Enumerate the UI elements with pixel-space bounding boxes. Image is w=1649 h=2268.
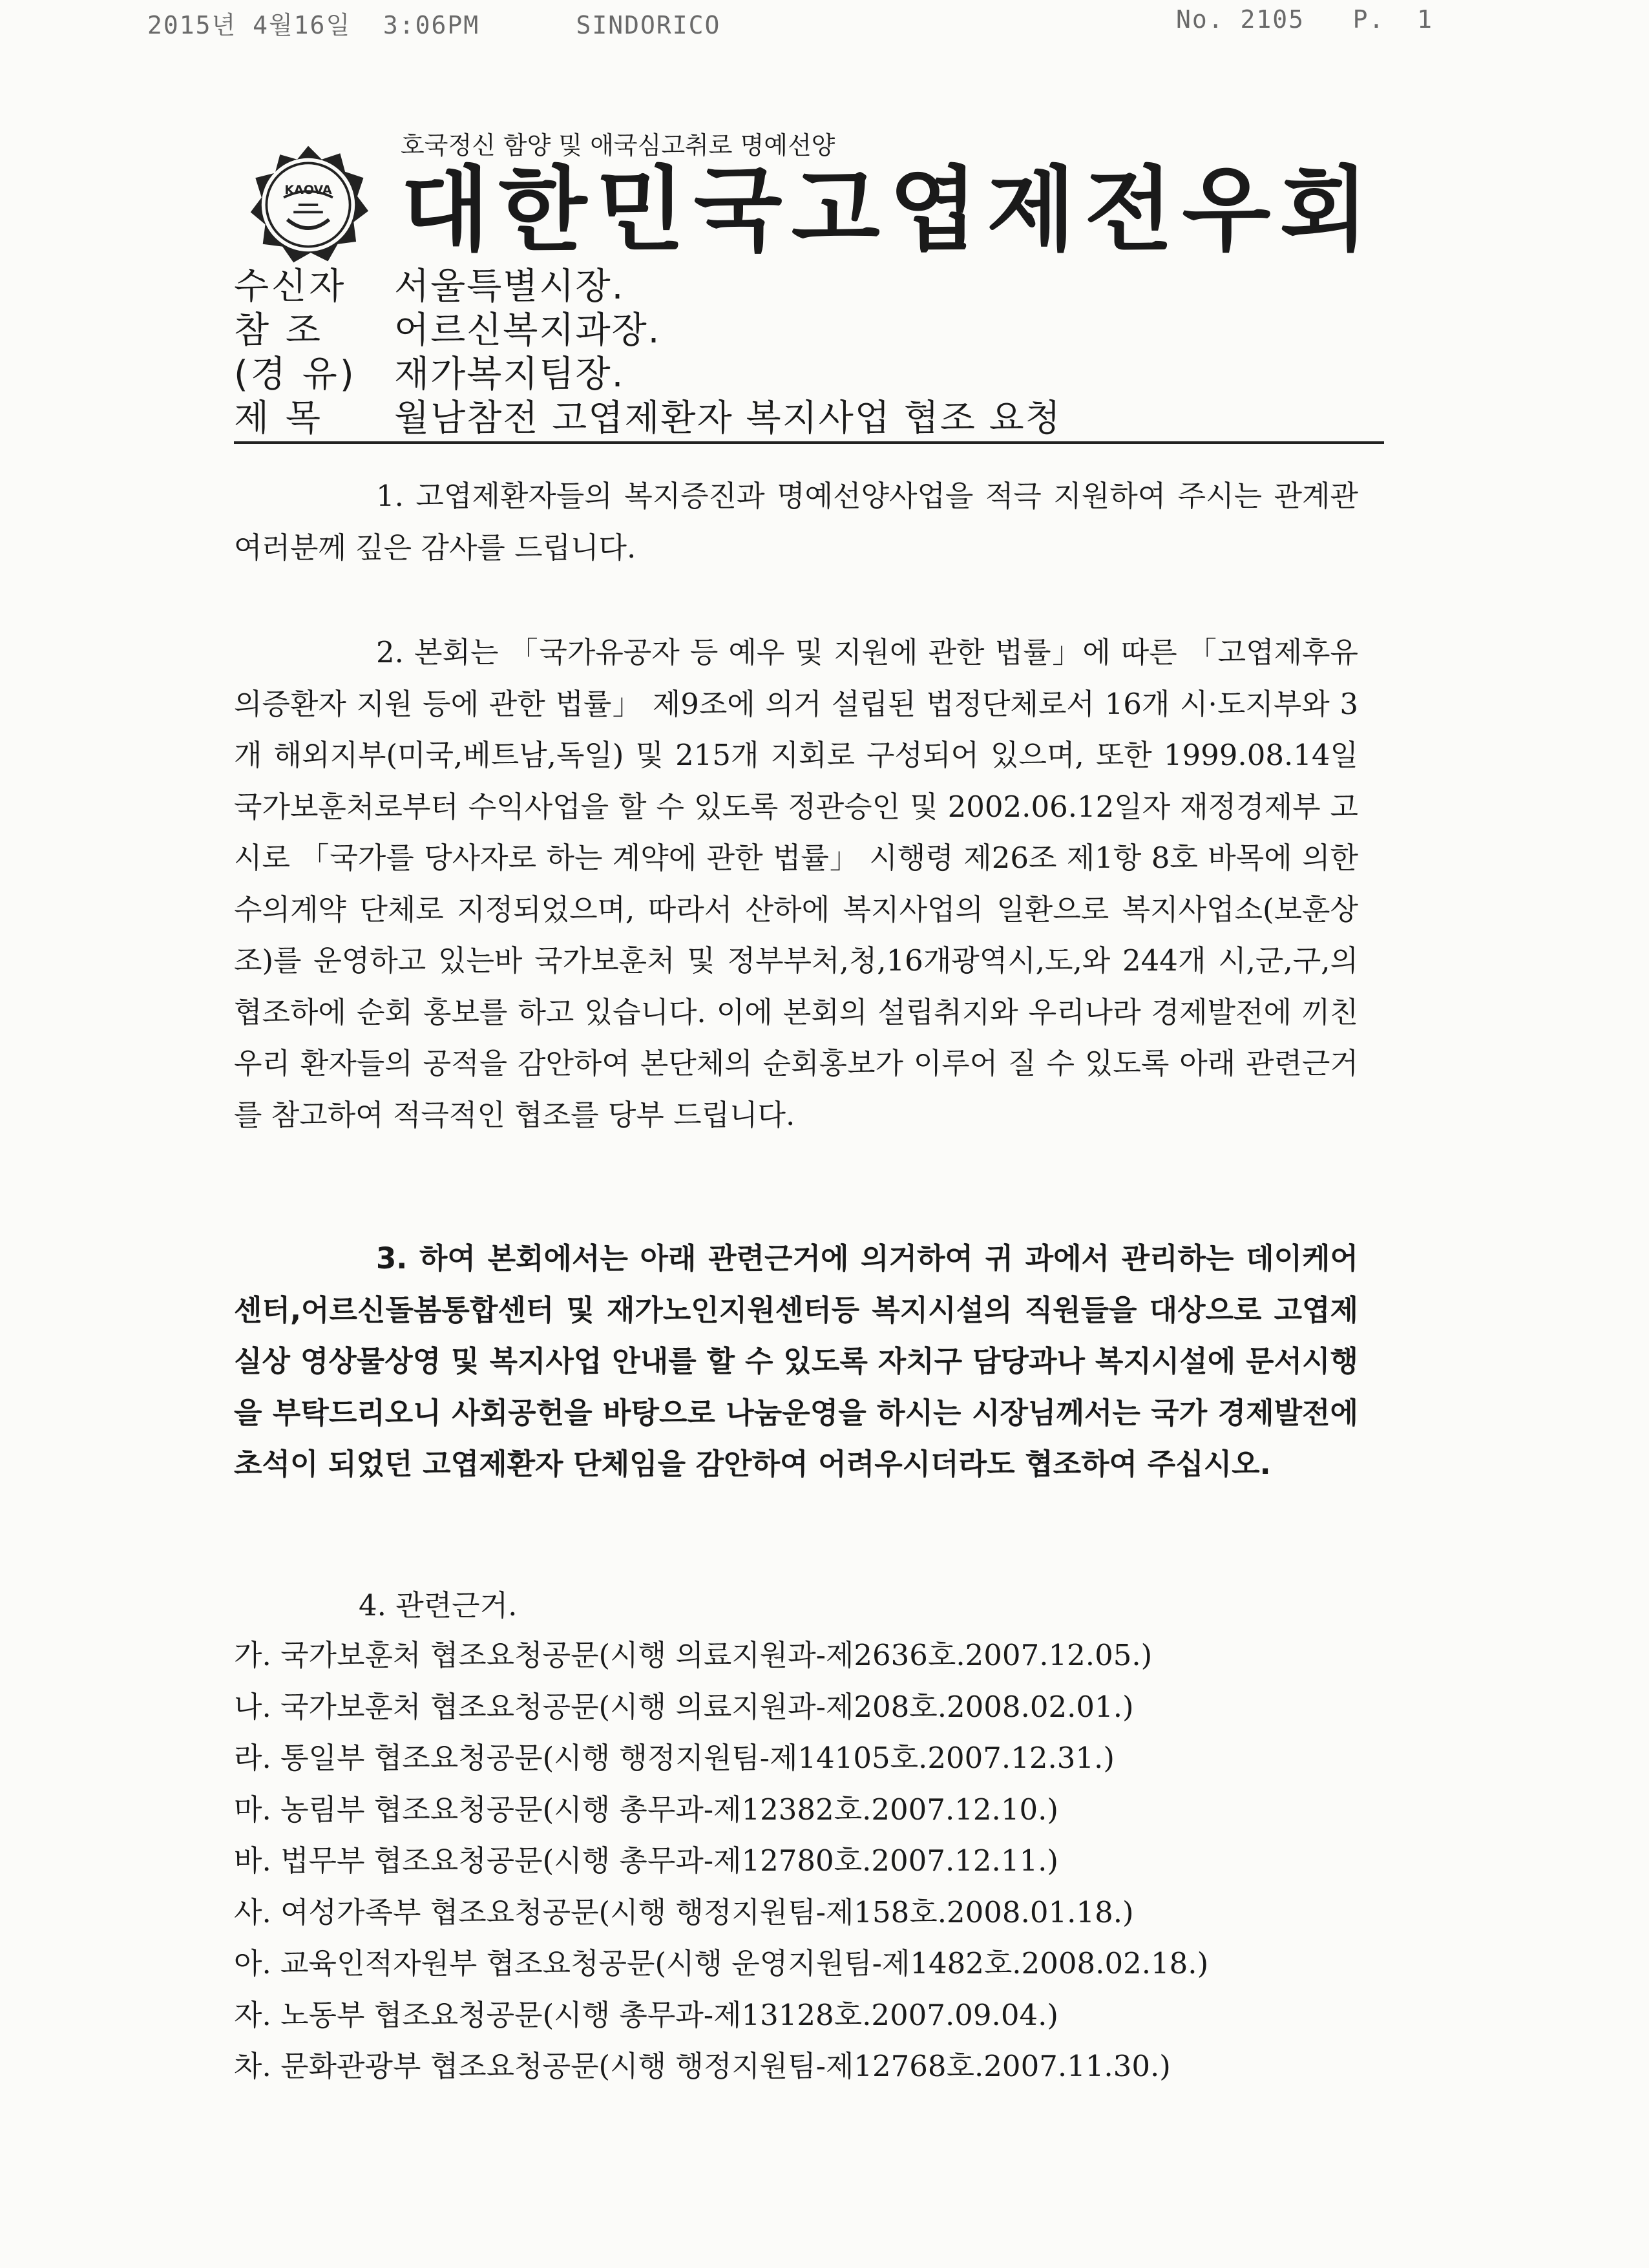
reference-item: 아. 교육인적자원부 협조요청공문(시행 운영지원팀-제1482호.2008.02.18.) (234, 1946, 1209, 1980)
paragraph-1 (234, 470, 1358, 573)
header-reference-value: 어르신복지과장. (394, 310, 661, 352)
paragraph-3-text: 3. 하여 본회에서는 아래 관련근거에 의거하여 귀 과에서 관리하는 데이케어센터,어르신돌봄통합센터 및 재가노인지원센터등 복지시설의 직원들을 대상으로 고엽제실상 영상물상영 및 복지사업 안내를 할 수 있도록 자치구 담당과나 복지시설에 문서시행을 부탁드리오니 사회공헌을 바탕으로 나눔운영을 하시는 시장님께서는 국가 경제발전에 초석이 되었던 고엽제환자 단체임을 감안하여 어려우시더라도 협조하여 주십시오. (234, 1241, 1358, 1481)
org-name: 대한민국고엽제전우회 (401, 157, 1378, 264)
reference-item: 라. 통일부 협조요청공문(시행 행정지원팀-제14105호.2007.12.31.) (234, 1741, 1115, 1775)
fax-header-right: No. 2105 P. 1 (1176, 5, 1434, 34)
header-recipient (234, 265, 624, 308)
paragraph-3 (234, 1233, 1358, 1490)
header-recipient-label: 수신자 (234, 266, 347, 308)
header-via-label: (경 유) (234, 353, 357, 395)
reference-item: 자. 노동부 협조요청공문(시행 총무과-제13128호.2007.09.04.) (234, 1997, 1058, 2032)
paragraph-2 (234, 627, 1358, 1140)
reference-item: 사. 여성가족부 협조요청공문(시행 행정지원팀-제158호.2008.01.18.) (234, 1895, 1134, 1929)
header-divider (234, 441, 1384, 444)
header-recipient-value: 서울특별시장. (394, 266, 625, 308)
fax-header-left: 2015년 4월16일 3:06PM SINDORICO (147, 11, 721, 39)
seal-text: KAOVA (284, 182, 332, 197)
reference-item: 마. 농림부 협조요청공문(시행 총무과-제12382호.2007.12.10.) (234, 1792, 1058, 1827)
organization-seal (247, 143, 370, 266)
paragraph-2-text: 2. 본회는 「국가유공자 등 예우 및 지원에 관한 법률」에 따른 「고엽제후유의증환자 지원 등에 관한 법률」 제9조에 의거 설립된 법정단체로서 16개 시·도지부와 3개 해외지부(미국,베트남,독일) 및 215개 지회로 구성되어 있으며, 또한 1999.08.14일 국가보훈처로부터 수익사업을 할 수 있도록 정관승인 및 2002.06.12일자 재정경제부 고시로 「국가를 당사자로 하는 계약에 관한 법률」 시행령 제26조 제1항 8호 바목에 의한 수의계약 단체로 지정되었으며, 따라서 산하에 복지사업의 일환으로 복지사업소(보훈상조)를 운영하고 있는바 국가보훈처 및 정부부처,청,16개광역시,도,와 244개 시,군,구,의 협조하에 순회 홍보를 하고 있습니다. 이에 본회의 설립취지와 우리나라 경제발전에 끼친 우리 환자들의 공적을 감안하여 본단체의 순회홍보가 이루어 질 수 있도록 아래 관련근거를 참고하여 적극적인 협조를 당부 드립니다. (234, 635, 1358, 1132)
reference-item: 바. 법무부 협조요청공문(시행 총무과-제12780호.2007.12.11.) (234, 1843, 1058, 1878)
reference-item: 나. 국가보훈처 협조요청공문(시행 의료지원과-제208호.2008.02.01.) (234, 1689, 1134, 1724)
header-subject-value: 월남참전 고엽제환자 복지사업 협조 요청 (394, 397, 1062, 439)
header-subject (234, 397, 1062, 440)
header-reference-label: 참 조 (234, 310, 323, 352)
reference-item: 차. 문화관광부 협조요청공문(시행 행정지원팀-제12768호.2007.11.30.) (234, 2049, 1171, 2083)
header-via (234, 353, 624, 396)
references-list (234, 1630, 1208, 2092)
org-slogan: 호국정신 함양 및 애국심고취로 명예선양 (401, 131, 835, 160)
header-reference (234, 309, 660, 352)
paragraph-1-text: 1. 고엽제환자들의 복지증진과 명예선양사업을 적극 지원하여 주시는 관계관 여러분께 깊은 감사를 드립니다. (234, 479, 1358, 565)
reference-item: 가. 국가보훈처 협조요청공문(시행 의료지원과-제2636호.2007.12.05.) (234, 1638, 1153, 1672)
header-via-value: 재가복지팀장. (394, 353, 625, 395)
header-subject-label: 제 목 (234, 397, 323, 439)
references-title: 4. 관련근거. (359, 1588, 518, 1622)
